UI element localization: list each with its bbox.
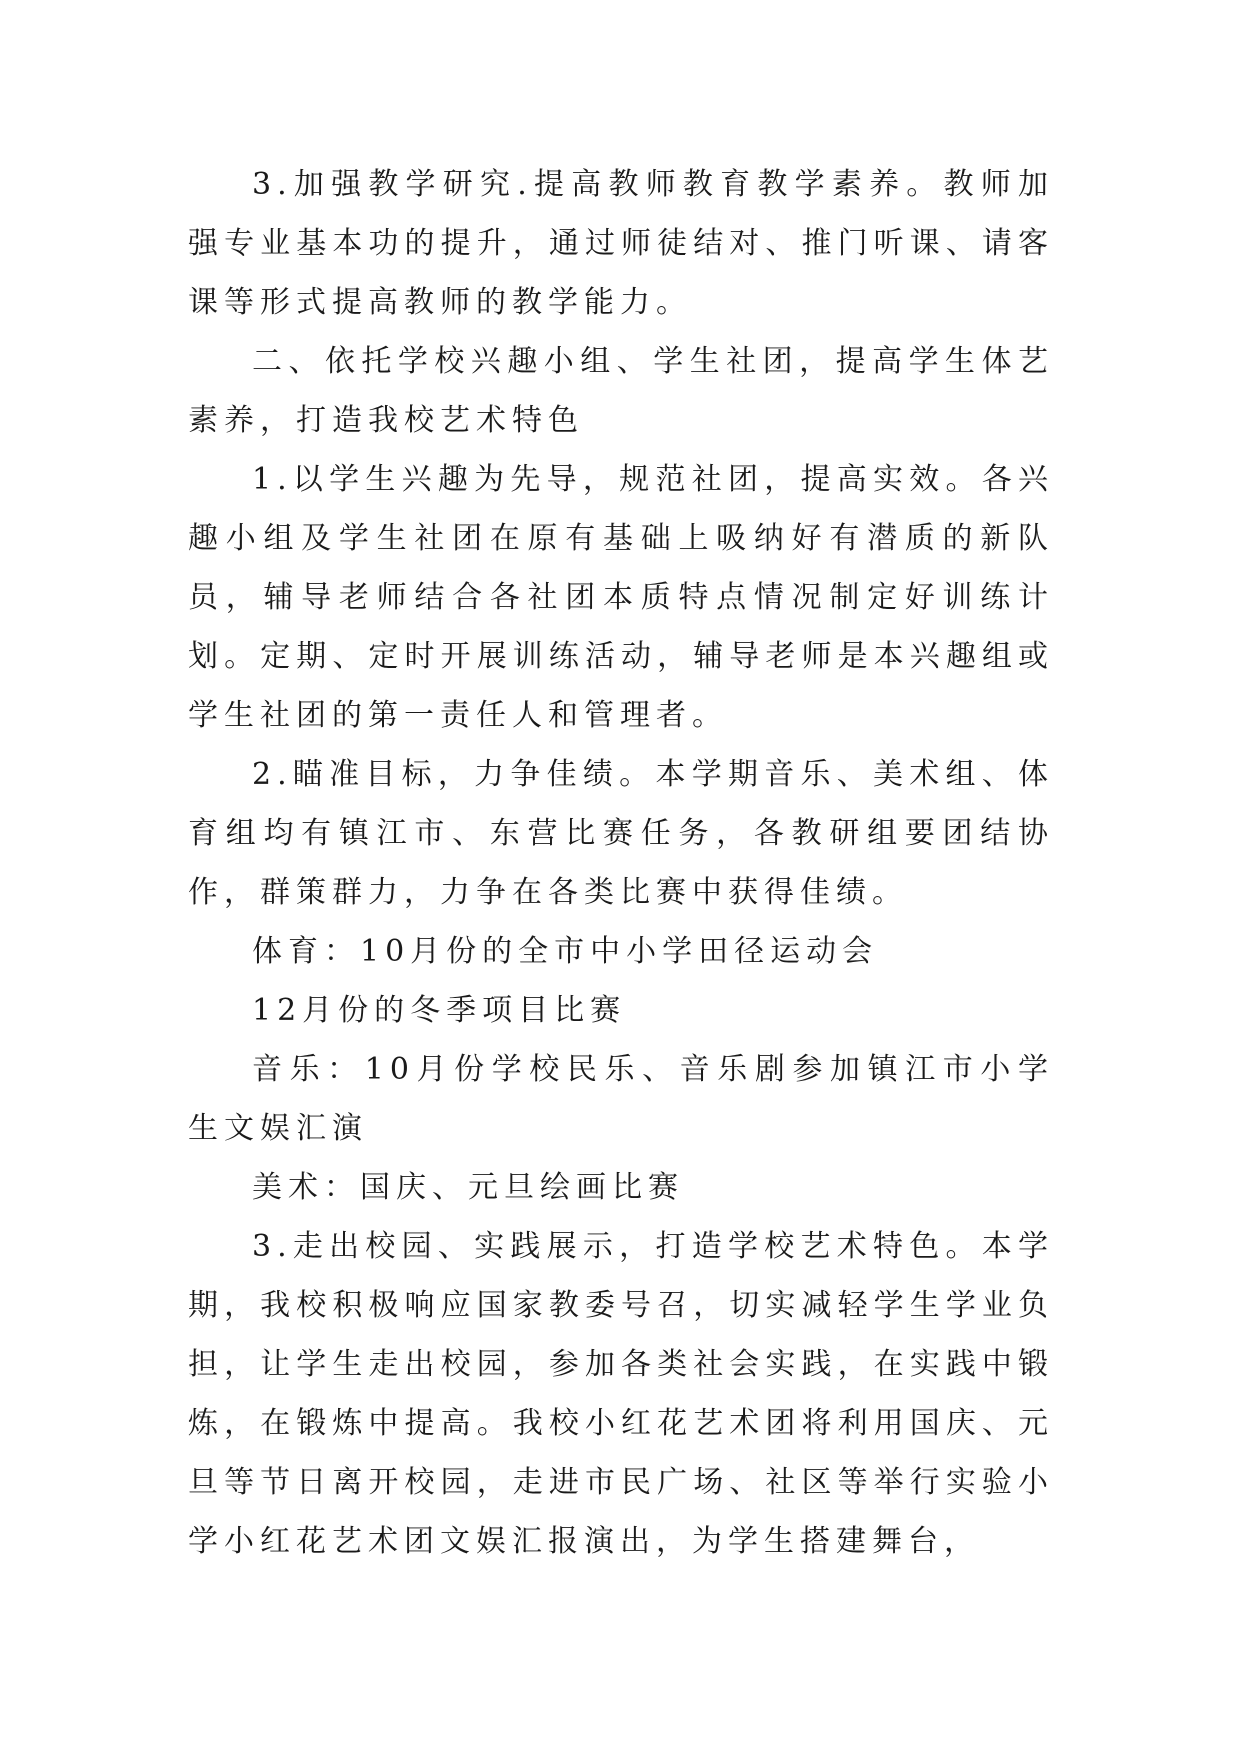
paragraph-practice-showcase: 3.走出校园、实践展示，打造学校艺术特色。本学期，我校积极响应国家教委号召，切实减轻学生学业负担，让学生走出校园，参加各类社会实践，在实践中锻炼，在锻炼中提高。我校小红花艺术团将利用国庆、元旦等节日离开校园，走进市民广场、社区等举行实验小学小红花艺术团文娱汇报演出，为学生搭建舞台， xyxy=(188,1229,1054,1559)
section-heading-two: 二、依托学校兴趣小组、学生社团，提高学生体艺素养，打造我校艺术特色 xyxy=(188,344,1054,438)
item-sports-december: 12月份的冬季项目比赛 xyxy=(252,993,627,1028)
document-body xyxy=(188,155,1054,1571)
item-sports-october: 体育：10月份的全市中小学田径运动会 xyxy=(252,934,879,969)
item-music: 音乐：10月份学校民乐、音乐剧参加镇江市小学生文娱汇演 xyxy=(188,1052,1054,1146)
paragraph-competition-goals: 2.瞄准目标，力争佳绩。本学期音乐、美术组、体育组均有镇江市、东营比赛任务，各教研组要团结协作，群策群力，力争在各类比赛中获得佳绩。 xyxy=(188,757,1054,910)
paragraph-interest-clubs: 1.以学生兴趣为先导，规范社团，提高实效。各兴趣小组及学生社团在原有基础上吸纳好有潜质的新队员，辅导老师结合各社团本质特点情况制定好训练计划。定期、定时开展训练活动，辅导老师是本兴趣组或学生社团的第一责任人和管理者。 xyxy=(188,462,1054,733)
paragraph-teaching-research: 3.加强教学研究.提高教师教育教学素养。教师加强专业基本功的提升，通过师徒结对、推门听课、请客课等形式提高教师的教学能力。 xyxy=(188,167,1054,320)
item-art: 美术：国庆、元旦绘画比赛 xyxy=(252,1170,684,1205)
